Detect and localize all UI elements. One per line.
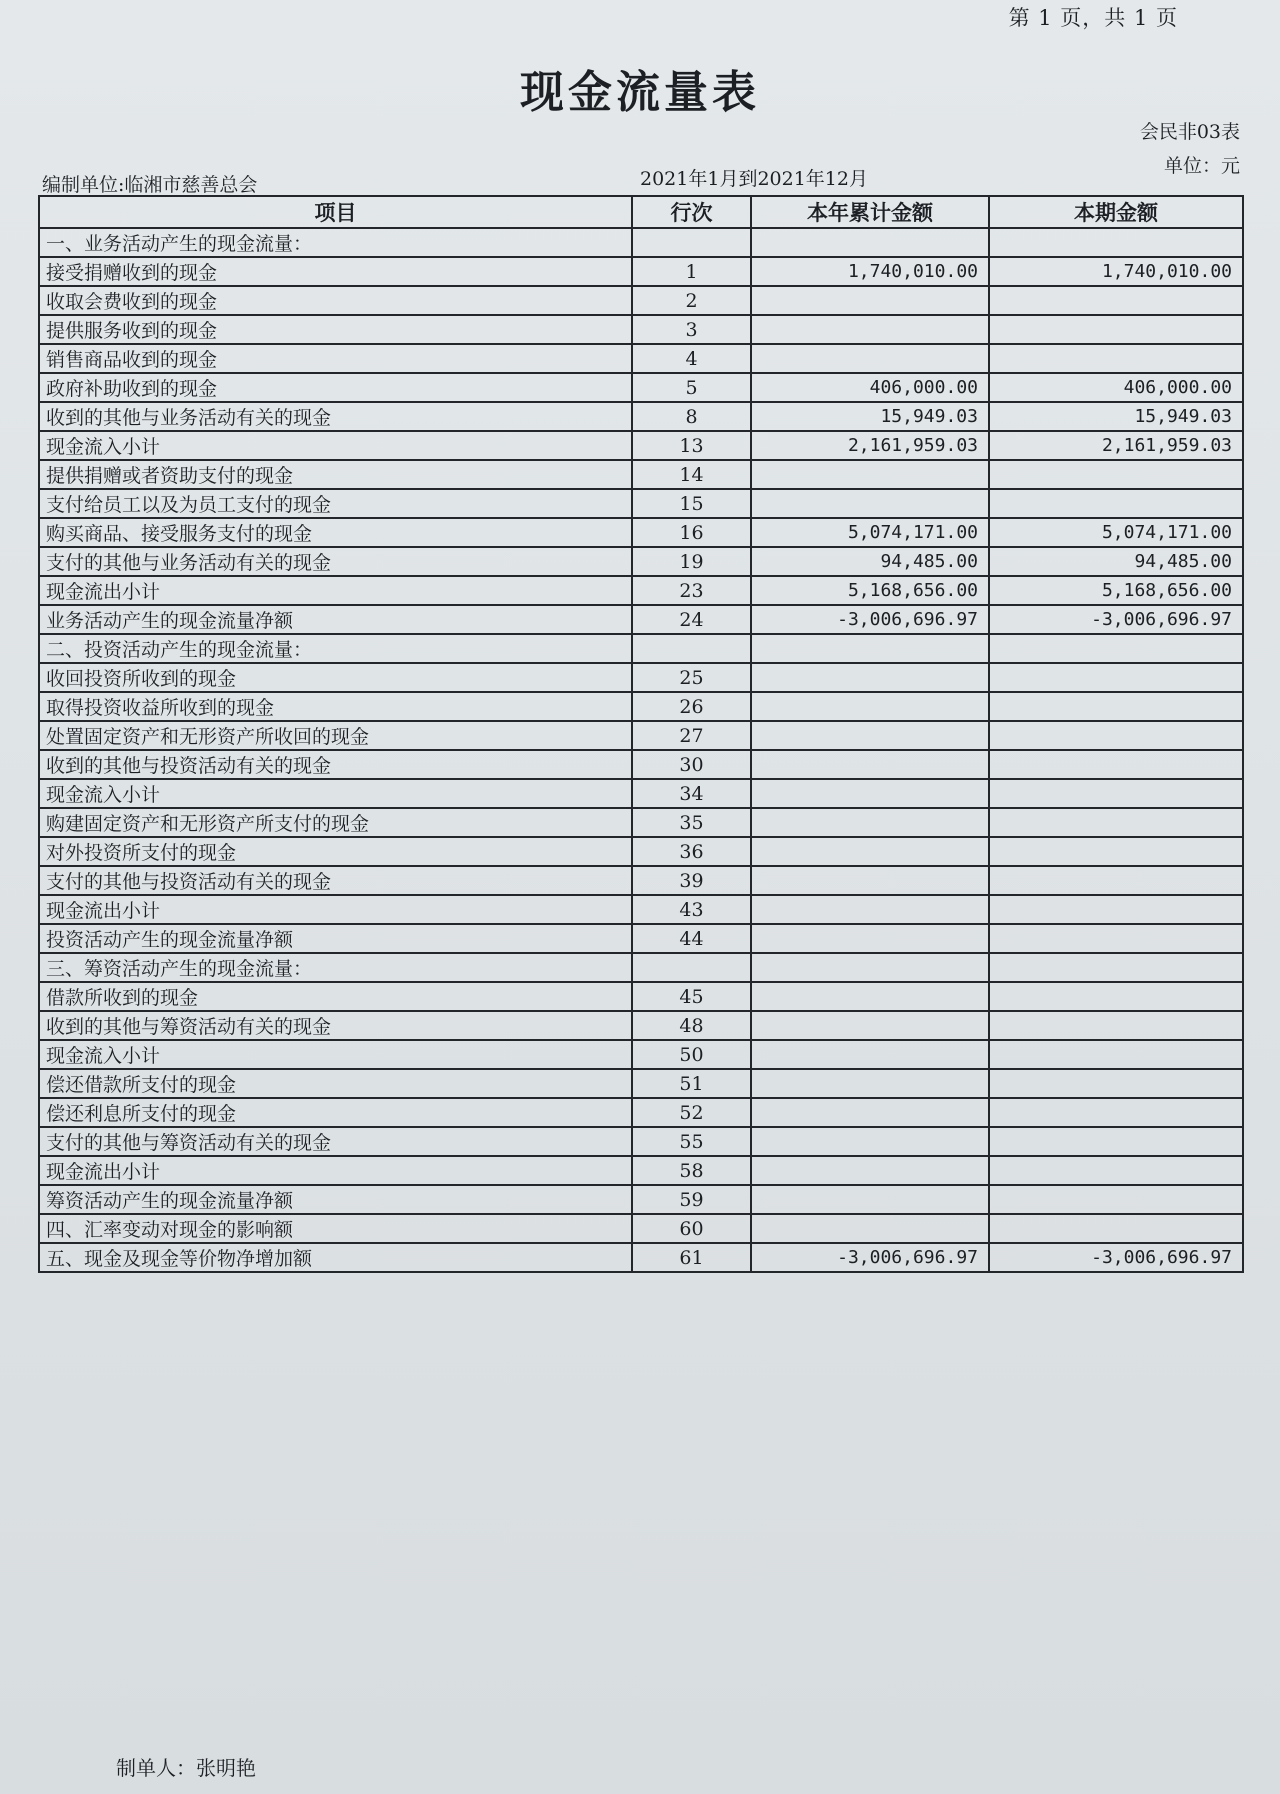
row-ytd-amount-cell xyxy=(751,1069,989,1098)
row-ytd-amount-cell xyxy=(751,895,989,924)
row-period-amount-cell xyxy=(989,750,1243,779)
column-header-item: 项目 xyxy=(39,196,632,228)
table-row xyxy=(39,1156,1243,1185)
row-line-number-cell: 58 xyxy=(632,1156,751,1185)
row-period-amount-cell: 15,949.03 xyxy=(989,402,1243,431)
table-row xyxy=(39,779,1243,808)
table-body xyxy=(39,228,1243,1272)
currency-unit: 单位：元 xyxy=(1163,155,1240,177)
column-header-ytd-amount: 本年累计金额 xyxy=(751,196,989,228)
row-period-amount-cell: -3,006,696.97 xyxy=(989,605,1243,634)
row-period-amount-cell xyxy=(989,808,1243,837)
row-item-cell: 购买商品、接受服务支付的现金 xyxy=(39,518,632,547)
row-item-cell: 处置固定资产和无形资产所收回的现金 xyxy=(39,721,632,750)
table-row xyxy=(39,692,1243,721)
row-item-cell: 收取会费收到的现金 xyxy=(39,286,632,315)
row-period-amount-cell xyxy=(989,895,1243,924)
row-item-cell: 对外投资所支付的现金 xyxy=(39,837,632,866)
row-line-number-cell: 5 xyxy=(632,373,751,402)
table-row xyxy=(39,315,1243,344)
row-item-cell: 支付的其他与业务活动有关的现金 xyxy=(39,547,632,576)
table-row xyxy=(39,460,1243,489)
row-ytd-amount-cell xyxy=(751,837,989,866)
page-number: 第 1 页，共 1 页 xyxy=(1008,6,1178,30)
row-ytd-amount-cell xyxy=(751,344,989,373)
row-ytd-amount-cell xyxy=(751,1156,989,1185)
row-line-number-cell: 14 xyxy=(632,460,751,489)
row-ytd-amount-cell xyxy=(751,489,989,518)
row-period-amount-cell: 5,074,171.00 xyxy=(989,518,1243,547)
row-item-cell: 借款所收到的现金 xyxy=(39,982,632,1011)
row-line-number-cell: 16 xyxy=(632,518,751,547)
table-row xyxy=(39,547,1243,576)
row-ytd-amount-cell xyxy=(751,779,989,808)
table-row xyxy=(39,924,1243,953)
row-period-amount-cell xyxy=(989,1127,1243,1156)
table-row xyxy=(39,750,1243,779)
row-item-cell: 现金流入小计 xyxy=(39,431,632,460)
row-period-amount-cell xyxy=(989,1185,1243,1214)
row-period-amount-cell: -3,006,696.97 xyxy=(989,1243,1243,1272)
table-row xyxy=(39,808,1243,837)
row-ytd-amount-cell xyxy=(751,315,989,344)
table-row xyxy=(39,982,1243,1011)
row-line-number-cell: 2 xyxy=(632,286,751,315)
table-row xyxy=(39,518,1243,547)
row-ytd-amount-cell xyxy=(751,808,989,837)
row-line-number-cell: 50 xyxy=(632,1040,751,1069)
row-period-amount-cell xyxy=(989,228,1243,257)
row-period-amount-cell xyxy=(989,489,1243,518)
table-row xyxy=(39,1214,1243,1243)
row-period-amount-cell xyxy=(989,634,1243,663)
row-item-cell: 提供捐赠或者资助支付的现金 xyxy=(39,460,632,489)
row-period-amount-cell xyxy=(989,1098,1243,1127)
row-period-amount-cell: 1,740,010.00 xyxy=(989,257,1243,286)
row-period-amount-cell xyxy=(989,1214,1243,1243)
row-ytd-amount-cell xyxy=(751,1127,989,1156)
row-ytd-amount-cell xyxy=(751,1040,989,1069)
row-item-cell: 现金流入小计 xyxy=(39,1040,632,1069)
preparing-organization: 编制单位:临湘市慈善总会 xyxy=(42,174,258,196)
form-code: 会民非03表 xyxy=(1139,121,1240,143)
row-line-number-cell: 30 xyxy=(632,750,751,779)
row-item-cell: 收到的其他与筹资活动有关的现金 xyxy=(39,1011,632,1040)
row-ytd-amount-cell xyxy=(751,286,989,315)
row-item-cell: 偿还借款所支付的现金 xyxy=(39,1069,632,1098)
row-line-number-cell: 36 xyxy=(632,837,751,866)
row-period-amount-cell xyxy=(989,779,1243,808)
table-row xyxy=(39,1098,1243,1127)
table-row xyxy=(39,1011,1243,1040)
row-line-number-cell: 27 xyxy=(632,721,751,750)
row-ytd-amount-cell xyxy=(751,1011,989,1040)
row-line-number-cell xyxy=(632,953,751,982)
row-period-amount-cell xyxy=(989,924,1243,953)
table-row xyxy=(39,721,1243,750)
row-line-number-cell xyxy=(632,228,751,257)
row-line-number-cell xyxy=(632,634,751,663)
row-period-amount-cell xyxy=(989,953,1243,982)
row-item-cell: 收回投资所收到的现金 xyxy=(39,663,632,692)
table-row xyxy=(39,489,1243,518)
reporting-period: 2021年1月到2021年12月 xyxy=(640,168,868,190)
row-period-amount-cell xyxy=(989,1156,1243,1185)
row-line-number-cell: 55 xyxy=(632,1127,751,1156)
row-line-number-cell: 15 xyxy=(632,489,751,518)
row-period-amount-cell xyxy=(989,721,1243,750)
table-header-row xyxy=(39,196,1243,228)
row-period-amount-cell: 5,168,656.00 xyxy=(989,576,1243,605)
table-row xyxy=(39,228,1243,257)
row-ytd-amount-cell: -3,006,696.97 xyxy=(751,605,989,634)
cash-flow-table-container xyxy=(38,195,1242,1273)
row-period-amount-cell xyxy=(989,663,1243,692)
row-ytd-amount-cell xyxy=(751,721,989,750)
cash-flow-table xyxy=(38,195,1244,1273)
row-line-number-cell: 43 xyxy=(632,895,751,924)
row-line-number-cell: 3 xyxy=(632,315,751,344)
row-line-number-cell: 19 xyxy=(632,547,751,576)
row-ytd-amount-cell: -3,006,696.97 xyxy=(751,1243,989,1272)
row-line-number-cell: 44 xyxy=(632,924,751,953)
row-line-number-cell: 1 xyxy=(632,257,751,286)
column-header-line: 行次 xyxy=(632,196,751,228)
table-row xyxy=(39,895,1243,924)
row-ytd-amount-cell xyxy=(751,1214,989,1243)
row-item-cell: 筹资活动产生的现金流量净额 xyxy=(39,1185,632,1214)
row-period-amount-cell xyxy=(989,837,1243,866)
preparer-signature: 制单人：张明艳 xyxy=(116,1756,256,1780)
row-period-amount-cell: 94,485.00 xyxy=(989,547,1243,576)
row-ytd-amount-cell: 5,074,171.00 xyxy=(751,518,989,547)
row-item-cell: 现金流出小计 xyxy=(39,895,632,924)
row-item-cell: 偿还利息所支付的现金 xyxy=(39,1098,632,1127)
table-row xyxy=(39,1069,1243,1098)
row-period-amount-cell xyxy=(989,344,1243,373)
row-item-cell: 支付的其他与投资活动有关的现金 xyxy=(39,866,632,895)
row-item-cell: 购建固定资产和无形资产所支付的现金 xyxy=(39,808,632,837)
row-line-number-cell: 34 xyxy=(632,779,751,808)
row-line-number-cell: 25 xyxy=(632,663,751,692)
table-row xyxy=(39,663,1243,692)
row-item-cell: 四、汇率变动对现金的影响额 xyxy=(39,1214,632,1243)
row-period-amount-cell xyxy=(989,982,1243,1011)
row-item-cell: 现金流入小计 xyxy=(39,779,632,808)
row-ytd-amount-cell xyxy=(751,866,989,895)
row-ytd-amount-cell: 5,168,656.00 xyxy=(751,576,989,605)
table-row xyxy=(39,1127,1243,1156)
row-line-number-cell: 8 xyxy=(632,402,751,431)
row-item-cell: 二、投资活动产生的现金流量： xyxy=(39,634,632,663)
row-item-cell: 现金流出小计 xyxy=(39,1156,632,1185)
table-row xyxy=(39,402,1243,431)
row-period-amount-cell xyxy=(989,1069,1243,1098)
row-period-amount-cell xyxy=(989,692,1243,721)
row-item-cell: 政府补助收到的现金 xyxy=(39,373,632,402)
row-ytd-amount-cell: 406,000.00 xyxy=(751,373,989,402)
table-row xyxy=(39,866,1243,895)
row-line-number-cell: 24 xyxy=(632,605,751,634)
row-ytd-amount-cell xyxy=(751,663,989,692)
row-item-cell: 一、业务活动产生的现金流量： xyxy=(39,228,632,257)
row-line-number-cell: 4 xyxy=(632,344,751,373)
row-period-amount-cell: 406,000.00 xyxy=(989,373,1243,402)
row-period-amount-cell xyxy=(989,866,1243,895)
table-row xyxy=(39,605,1243,634)
row-item-cell: 投资活动产生的现金流量净额 xyxy=(39,924,632,953)
row-ytd-amount-cell xyxy=(751,228,989,257)
row-line-number-cell: 39 xyxy=(632,866,751,895)
row-item-cell: 收到的其他与业务活动有关的现金 xyxy=(39,402,632,431)
table-row xyxy=(39,431,1243,460)
row-period-amount-cell xyxy=(989,460,1243,489)
table-row xyxy=(39,953,1243,982)
row-line-number-cell: 60 xyxy=(632,1214,751,1243)
row-ytd-amount-cell xyxy=(751,692,989,721)
row-line-number-cell: 35 xyxy=(632,808,751,837)
row-line-number-cell: 23 xyxy=(632,576,751,605)
row-item-cell: 现金流出小计 xyxy=(39,576,632,605)
row-line-number-cell: 45 xyxy=(632,982,751,1011)
row-ytd-amount-cell xyxy=(751,924,989,953)
row-ytd-amount-cell xyxy=(751,1098,989,1127)
page-title: 现金流量表 xyxy=(520,67,760,118)
table-row xyxy=(39,344,1243,373)
row-line-number-cell: 13 xyxy=(632,431,751,460)
row-ytd-amount-cell xyxy=(751,634,989,663)
table-row xyxy=(39,373,1243,402)
row-item-cell: 支付的其他与筹资活动有关的现金 xyxy=(39,1127,632,1156)
row-ytd-amount-cell xyxy=(751,1185,989,1214)
table-row xyxy=(39,1185,1243,1214)
row-item-cell: 提供服务收到的现金 xyxy=(39,315,632,344)
table-row xyxy=(39,286,1243,315)
row-item-cell: 业务活动产生的现金流量净额 xyxy=(39,605,632,634)
row-item-cell: 销售商品收到的现金 xyxy=(39,344,632,373)
row-period-amount-cell: 2,161,959.03 xyxy=(989,431,1243,460)
row-item-cell: 五、现金及现金等价物净增加额 xyxy=(39,1243,632,1272)
row-period-amount-cell xyxy=(989,315,1243,344)
table-row xyxy=(39,837,1243,866)
row-ytd-amount-cell: 15,949.03 xyxy=(751,402,989,431)
table-row xyxy=(39,634,1243,663)
row-line-number-cell: 52 xyxy=(632,1098,751,1127)
row-item-cell: 接受捐赠收到的现金 xyxy=(39,257,632,286)
row-ytd-amount-cell xyxy=(751,460,989,489)
row-line-number-cell: 59 xyxy=(632,1185,751,1214)
row-period-amount-cell xyxy=(989,1040,1243,1069)
row-item-cell: 取得投资收益所收到的现金 xyxy=(39,692,632,721)
table-row xyxy=(39,1243,1243,1272)
row-line-number-cell: 61 xyxy=(632,1243,751,1272)
row-line-number-cell: 51 xyxy=(632,1069,751,1098)
table-row xyxy=(39,1040,1243,1069)
row-period-amount-cell xyxy=(989,1011,1243,1040)
row-ytd-amount-cell: 94,485.00 xyxy=(751,547,989,576)
row-ytd-amount-cell xyxy=(751,953,989,982)
row-ytd-amount-cell: 1,740,010.00 xyxy=(751,257,989,286)
row-ytd-amount-cell xyxy=(751,982,989,1011)
table-row xyxy=(39,257,1243,286)
row-item-cell: 支付给员工以及为员工支付的现金 xyxy=(39,489,632,518)
row-line-number-cell: 48 xyxy=(632,1011,751,1040)
row-ytd-amount-cell xyxy=(751,750,989,779)
row-item-cell: 收到的其他与投资活动有关的现金 xyxy=(39,750,632,779)
row-period-amount-cell xyxy=(989,286,1243,315)
row-line-number-cell: 26 xyxy=(632,692,751,721)
row-ytd-amount-cell: 2,161,959.03 xyxy=(751,431,989,460)
row-item-cell: 三、筹资活动产生的现金流量： xyxy=(39,953,632,982)
column-header-period-amount: 本期金额 xyxy=(989,196,1243,228)
table-row xyxy=(39,576,1243,605)
